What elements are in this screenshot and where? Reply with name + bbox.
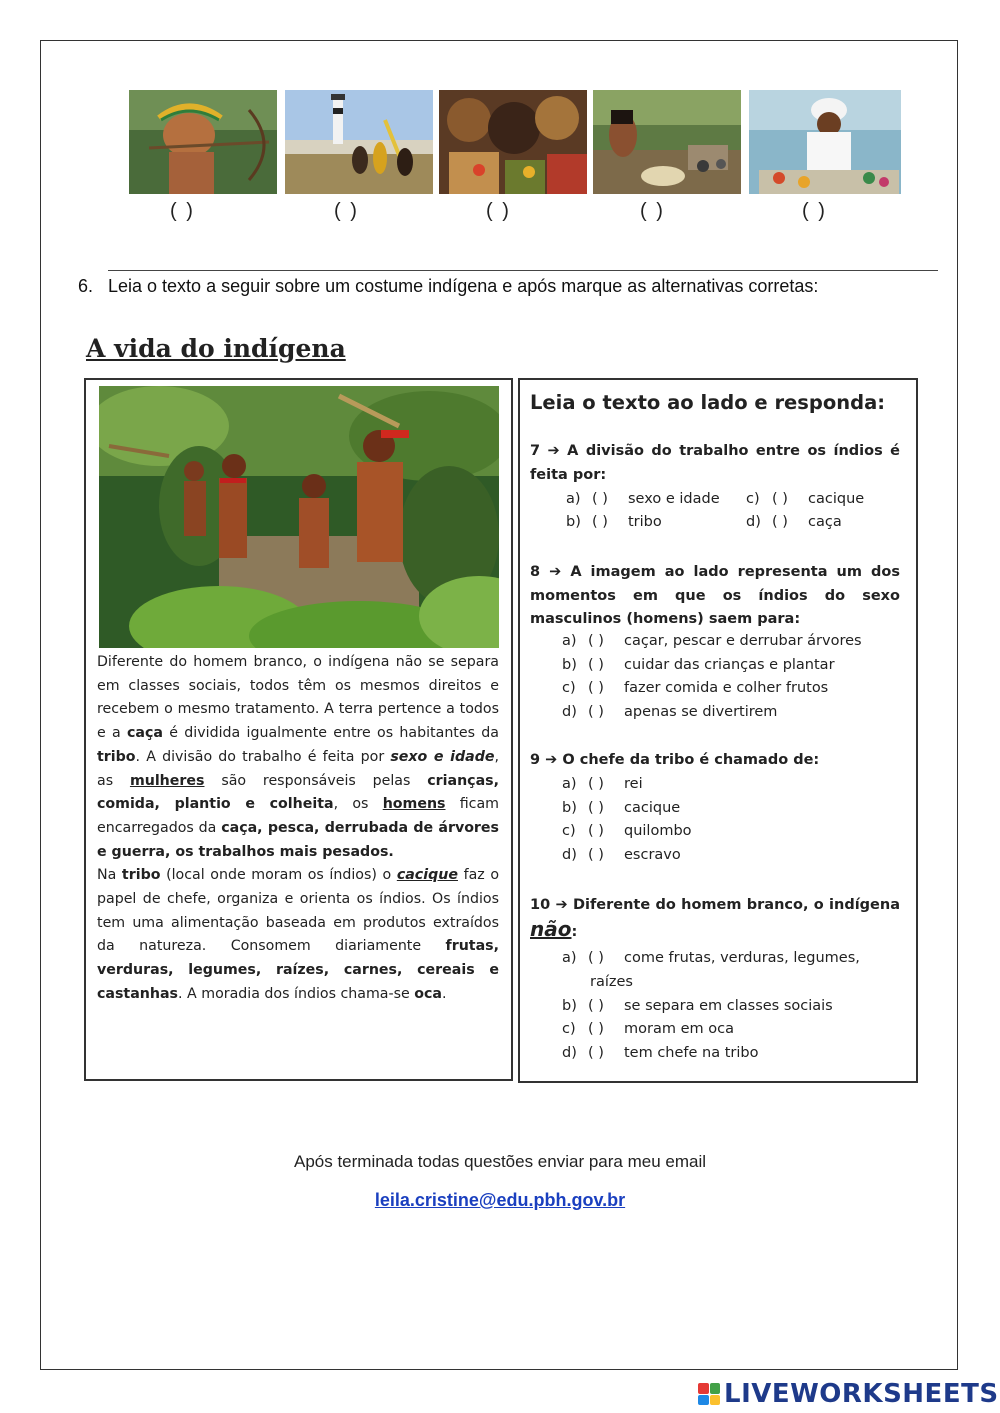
option-letter: a) [566,491,581,507]
q7-option-a[interactable] [566,491,720,507]
text-run: faz o papel de chefe, organiza e orienta os índios. Os índios tem uma alimentação baseada em produtos extraídos da natureza. Consomem diariamente [97,867,500,955]
arrow-right-icon: ➔ [549,564,562,580]
q9-option-a[interactable] [562,776,643,792]
option-letter: a) [562,633,577,649]
option-text: tribo [628,514,662,530]
email-link[interactable]: leila.cristine@edu.pbh.gov.br [374,1190,626,1210]
text-bold-italic-underline: cacique [396,867,458,884]
option-checkbox[interactable]: ( ) [588,657,604,673]
option-text: cacique [624,800,681,816]
option-letter: d) [746,514,761,530]
answer-paren-2[interactable]: ( ) [334,200,359,222]
q10-option-c[interactable] [562,1021,734,1037]
question-6 [78,276,818,297]
text-run: são responsáveis pelas [204,772,428,789]
q8-option-a[interactable] [562,633,862,649]
option-text: cuidar das crianças e plantar [624,657,835,673]
answer-paren-4[interactable]: ( ) [640,200,665,222]
question-10-emphasis: não [530,916,572,941]
text-bold: tribo [97,748,136,765]
arrow-right-icon: ➔ [555,897,568,913]
text-run: Na [97,867,122,884]
option-checkbox[interactable]: ( ) [588,823,604,839]
option-checkbox[interactable]: ( ) [588,1021,604,1037]
q9-option-b[interactable] [562,800,680,816]
photo-baiana-food-stall [749,90,901,194]
question-7 [530,440,900,487]
answer-paren-3[interactable]: ( ) [486,200,511,222]
text-bold-underline: homens [382,796,446,813]
article-title: A vida do indígena [86,334,346,363]
text-bold-underline: mulheres [129,772,205,789]
option-text: caçar, pescar e derrubar árvores [624,633,862,649]
photo-capoeira-lighthouse [285,90,433,194]
option-checkbox[interactable]: ( ) [588,633,604,649]
q10-option-d[interactable] [562,1045,759,1061]
arrow-right-icon: ➔ [547,443,560,459]
q10-option-a-continuation [590,974,633,990]
text-run: é dividida igualmente entre os habitantes da [162,725,499,742]
q9-option-d[interactable] [562,847,681,863]
option-text: quilombo [624,823,692,839]
brand-name: LIVEWORKSHEETS [724,1379,999,1409]
option-checkbox[interactable]: ( ) [772,491,788,507]
text-run: , os [333,796,383,813]
option-letter: c) [562,823,576,839]
q7-option-b[interactable] [566,514,662,530]
question-10-number: 10 [530,897,551,913]
q9-option-c[interactable] [562,823,692,839]
liveworksheets-logo-icon [698,1383,720,1405]
option-letter: d) [562,847,577,863]
answer-paren-5[interactable]: ( ) [802,200,827,222]
option-text: tem chefe na tribo [624,1045,759,1061]
question-9-number: 9 [530,752,541,768]
photo-handicraft-baskets [439,90,587,194]
option-letter: b) [562,657,577,673]
option-letter: b) [566,514,581,530]
text-bold: tribo [121,867,161,884]
option-text: escravo [624,847,681,863]
answer-line [108,270,938,271]
question-7-number: 7 [530,443,541,459]
text-bold-italic: sexo e idade [390,748,495,765]
text-bold: caça [127,725,163,742]
q8-option-c[interactable] [562,680,828,696]
text-run: Diferente do homem branco, o indígena não se separa em classes sociais, todos têm os mesmos direitos e recebem o mesmo tratamento. A terra pertence a todos e a [97,654,499,742]
q10-option-a[interactable] [562,950,860,966]
option-text: sexo e idade [628,491,720,507]
option-checkbox[interactable]: ( ) [588,950,604,966]
article-body [97,651,499,1007]
question-7-text: A divisão do trabalho entre os índios é feita por: [530,443,900,483]
q8-option-d[interactable] [562,704,777,720]
option-checkbox[interactable]: ( ) [588,704,604,720]
q10-option-b[interactable] [562,998,833,1014]
text-bold: caça, pesca, derrubada de árvores e guerra, os trabalhos mais pesados. [97,819,500,860]
article-paragraph-1 [97,651,499,864]
question-8-number: 8 [530,564,541,580]
option-checkbox[interactable]: ( ) [588,776,604,792]
article-paragraph-2 [97,864,499,1006]
option-text: rei [624,776,643,792]
option-text: raízes [590,974,633,990]
option-checkbox[interactable]: ( ) [592,514,608,530]
text-run: ficam encarregados da [97,796,499,836]
text-run: . [441,985,447,1002]
question-10-colon: : [571,923,578,940]
text-run: (local onde moram os índios) o [160,867,397,884]
option-letter: b) [562,998,577,1014]
option-letter: d) [562,1045,577,1061]
questions-heading: Leia o texto ao lado e responda: [530,391,886,414]
option-letter: b) [562,800,577,816]
photo-woman-cooking [593,90,741,194]
option-text: fazer comida e colher frutos [624,680,829,696]
option-text: come frutas, verduras, legumes, [624,950,860,966]
question-6-number: 6. [78,276,94,296]
option-letter: c) [562,1021,576,1037]
option-text: cacique [808,491,865,507]
question-9 [530,749,900,773]
option-text: moram em oca [624,1021,734,1037]
question-9-text: O chefe da tribo é chamado de: [562,752,820,768]
option-checkbox[interactable]: ( ) [588,680,604,696]
option-letter: a) [562,776,577,792]
option-letter: c) [562,680,576,696]
option-letter: d) [562,704,577,720]
option-letter: c) [746,491,760,507]
liveworksheets-brand[interactable] [698,1380,999,1408]
option-checkbox[interactable]: ( ) [588,1045,604,1061]
question-8-text: A imagem ao lado representa um dos momentos em que os índios do sexo masculinos (homens) saem para: [530,564,900,627]
option-letter: a) [562,950,577,966]
option-text: apenas se divertirem [624,704,778,720]
q7-option-d[interactable] [746,514,842,530]
answer-paren-1[interactable]: ( ) [170,200,195,222]
arrow-right-icon: ➔ [545,752,558,768]
text-bold: frutas, verduras, legumes, raízes, carnes, cereais e castanhas [97,938,499,1002]
option-checkbox[interactable]: ( ) [592,491,608,507]
text-bold: crianças, comida, plantio e colheita [97,772,499,813]
text-run: . A moradia dos índios chama-se [178,985,415,1002]
text-run: . A divisão do trabalho é feita por [135,748,391,765]
q7-option-c[interactable] [746,491,864,507]
option-text: caça [808,514,842,530]
text-run: , as [97,748,499,789]
option-checkbox[interactable]: ( ) [588,847,604,863]
option-text: se separa em classes sociais [624,998,833,1014]
photo-indigenous-men-forest [99,386,499,648]
question-8 [530,561,900,632]
question-10-text: Diferente do homem branco, o indígena [572,897,900,913]
text-bold: oca [414,985,442,1002]
option-checkbox[interactable]: ( ) [772,514,788,530]
option-checkbox[interactable]: ( ) [588,800,604,816]
question-10 [530,894,900,944]
q8-option-b[interactable] [562,657,835,673]
option-checkbox[interactable]: ( ) [588,998,604,1014]
photo-row [129,90,901,194]
photo-indigenous-archer [129,90,277,194]
question-6-text: Leia o texto a seguir sobre um costume indígena e após marque as alternativas corretas: [108,276,819,296]
footer-message: Após terminada todas questões enviar para meu email [293,1152,706,1171]
